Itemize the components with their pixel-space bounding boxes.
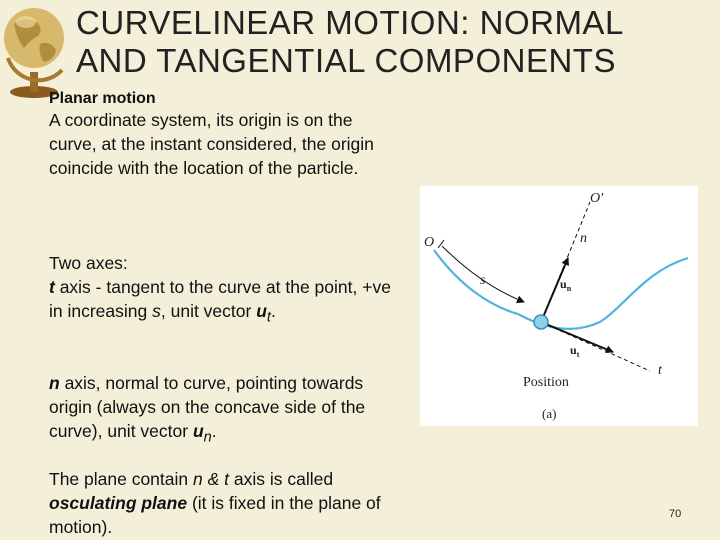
n-axis-text: axis, normal to curve, pointing towards origin (always on the concave side of the curve), unit vector: [49, 373, 366, 441]
s-variable: s: [152, 301, 161, 321]
particle: [534, 315, 548, 329]
globe-icon: [0, 0, 72, 100]
caption-a: (a): [542, 406, 557, 421]
un-vector: u: [192, 421, 204, 441]
label-O-prime: O′: [590, 191, 604, 206]
curve-figure: [420, 186, 698, 426]
t-axis-text: axis - tangent to the curve at the point, +ve in increasing: [49, 277, 391, 321]
slide-title: [76, 4, 716, 80]
label-ut: $u_t$: [570, 343, 580, 359]
n-axis-end: .: [211, 421, 217, 441]
ut-vector: u: [256, 301, 267, 321]
plane-pre: The plane contain: [49, 469, 193, 489]
label-n: n: [580, 231, 587, 246]
subtitle: Planar motion: [49, 90, 156, 107]
n-axis-label: n: [49, 373, 60, 393]
caption-position: Position: [523, 375, 569, 390]
paragraph-osculating-plane: [49, 467, 399, 539]
paragraph-n-axis: [49, 371, 399, 450]
plane-nt: n & t: [193, 469, 229, 489]
plane-end: (it is fixed in the plane of motion).: [49, 493, 381, 537]
axes-intro: Two axes:: [49, 253, 128, 273]
t-axis-tail: , unit vector: [160, 301, 257, 321]
ut-subscript: t: [266, 309, 271, 326]
label-t: t: [658, 363, 662, 378]
t-axis-end: .: [270, 301, 276, 321]
page-number: 70: [669, 508, 682, 520]
t-axis-label: t: [49, 277, 55, 297]
ut-arrow: [541, 322, 613, 352]
plane-mid: axis is called: [229, 469, 334, 489]
paragraph-origin: A coordinate system, its origin is on the curve, at the instant considered, the origin coincide with the location of the particle.: [49, 110, 374, 178]
un-subscript: n: [203, 429, 212, 446]
label-s: s: [480, 273, 486, 288]
label-O: O: [424, 235, 435, 250]
label-un: $u_n$: [560, 277, 572, 293]
paragraph-axes: [49, 251, 399, 330]
osculating-plane-term: osculating plane: [49, 493, 188, 513]
title-line-1: CURVELINEAR MOTION: NORMAL: [76, 4, 624, 41]
title-line-2: AND TANGENTIAL COMPONENTS: [76, 42, 616, 79]
